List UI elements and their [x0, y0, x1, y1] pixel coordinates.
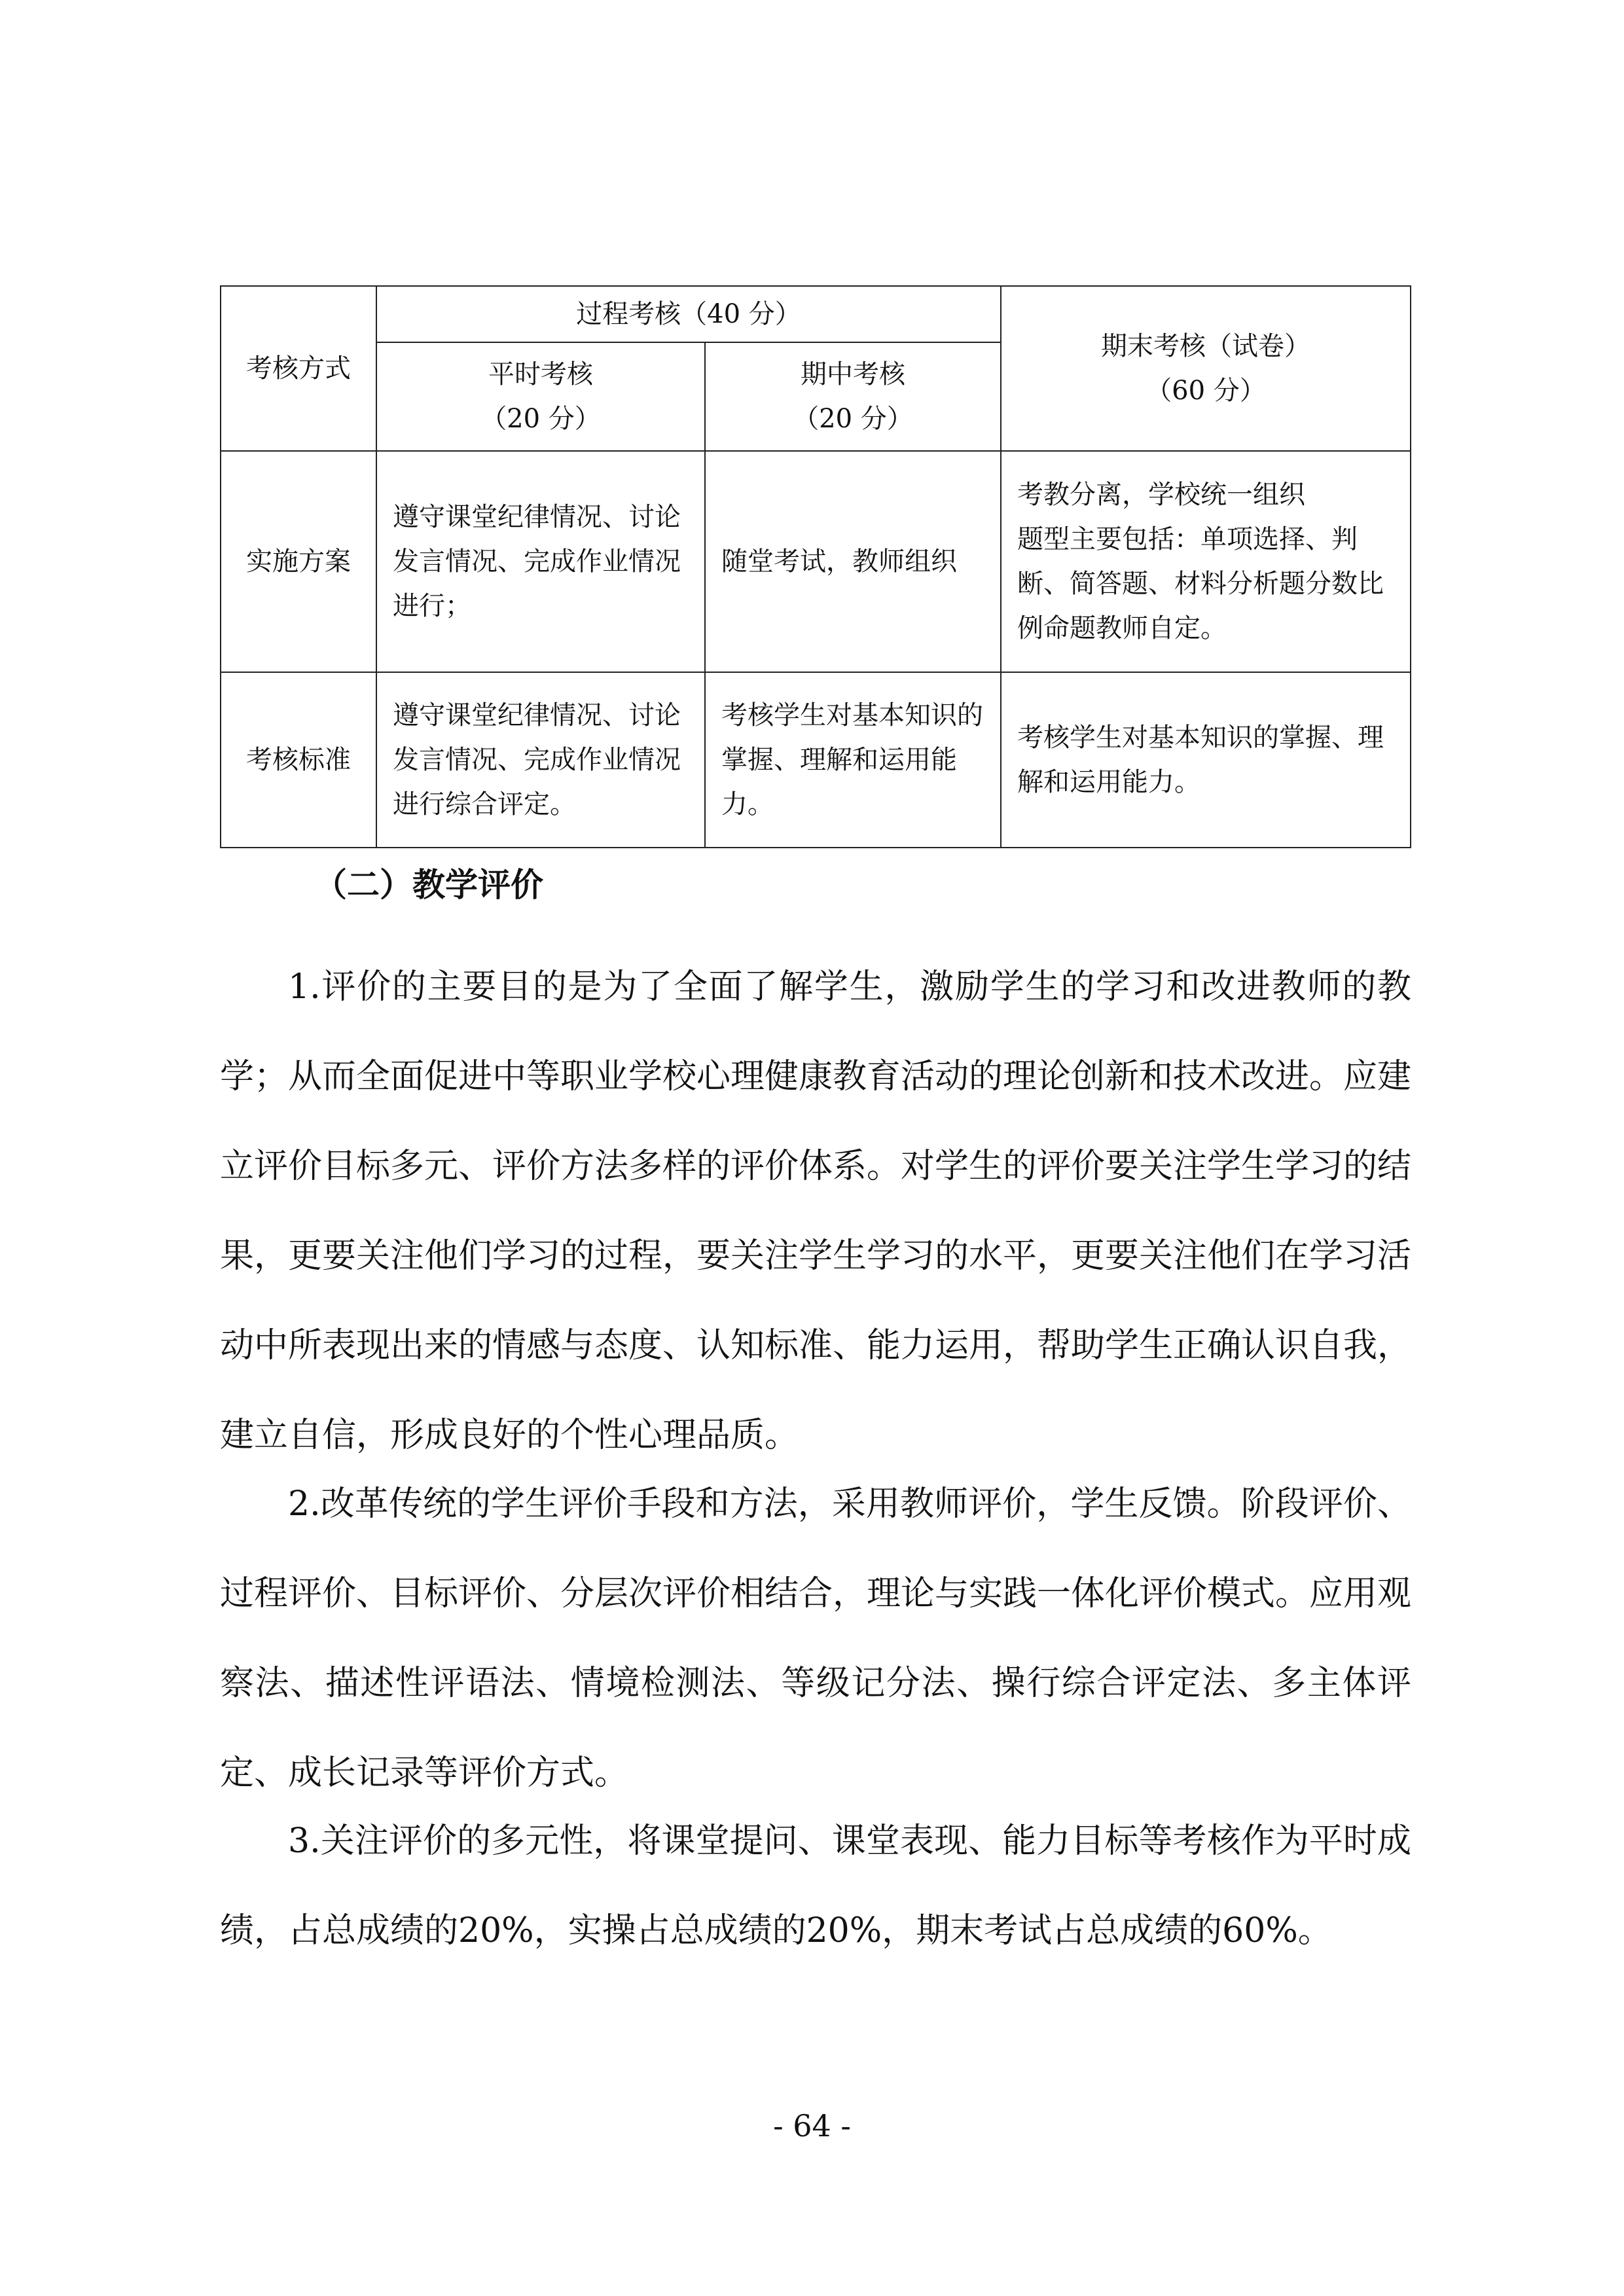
header-regular-score: （20 分）: [480, 404, 601, 434]
row-plan-final: [1001, 451, 1411, 672]
header-regular: [376, 342, 705, 451]
header-final-title: 期末考核（试卷）: [1101, 331, 1310, 361]
header-final: [1001, 286, 1411, 451]
table-header-row-1: [221, 286, 1411, 342]
row-standard-label: 考核标准: [221, 672, 376, 848]
header-process: 过程考核（40 分）: [376, 286, 1001, 342]
row-plan-final-line1: 考教分离，学校统一组织: [1017, 480, 1305, 510]
row-standard-regular: 遵守课堂纪律情况、讨论发言情况、完成作业情况进行综合评定。: [376, 672, 705, 848]
section-heading: （二）教学评价: [314, 865, 543, 904]
paragraph-1: 1.评价的主要目的是为了全面了解学生，激励学生的学习和改进教师的教学；从而全面促进中等职业学校心理健康教育活动的理论创新和技术改进。应建立评价目标多元、评价方法多样的评价体系。对学生的评价要关注学生学习的结果，更要关注他们学习的过程，要关注学生学习的水平，更要关注他们在学习活动中所表现出来的情感与态度、认知标准、能力运用，帮助学生正确认识自我，建立自信，形成良好的个性心理品质。: [220, 967, 1412, 1455]
row-plan-midterm: 随堂考试，教师组织: [705, 451, 1001, 672]
row-plan-regular: 遵守课堂纪律情况、讨论发言情况、完成作业情况进行；: [376, 451, 705, 672]
paragraph-3: 3.关注评价的多元性，将课堂提问、课堂表现、能力目标等考核作为平时成绩，占总成绩的20%，实操占总成绩的20%，期末考试占总成绩的60%。: [220, 1821, 1411, 1950]
header-regular-title: 平时考核: [488, 359, 593, 389]
row-plan-final-line2: 题型主要包括：单项选择、判断、简答题、材料分析题分数比例命题教师自定。: [1017, 524, 1384, 643]
table-row-standard: [221, 672, 1411, 848]
header-method: 考核方式: [221, 286, 376, 451]
header-midterm: [705, 342, 1001, 451]
assessment-table: [220, 285, 1411, 848]
header-midterm-title: 期中考核: [801, 359, 905, 389]
page-number: - 64 -: [773, 2108, 851, 2144]
row-standard-midterm: 考核学生对基本知识的掌握、理解和运用能力。: [705, 672, 1001, 848]
header-midterm-score: （20 分）: [793, 404, 913, 434]
paragraph-2: 2.改革传统的学生评价手段和方法，采用教师评价，学生反馈。阶段评价、过程评价、目标评价、分层次评价相结合，理论与实践一体化评价模式。应用观察法、描述性评语法、情境检测法、等级记分法、操行综合评定法、多主体评定、成长记录等评价方式。: [220, 1484, 1412, 1793]
row-standard-final: 考核学生对基本知识的掌握、理解和运用能力。: [1001, 672, 1411, 848]
row-plan-label: 实施方案: [221, 451, 376, 672]
table-row-plan: [221, 451, 1411, 672]
header-final-score: （60 分）: [1146, 376, 1266, 406]
